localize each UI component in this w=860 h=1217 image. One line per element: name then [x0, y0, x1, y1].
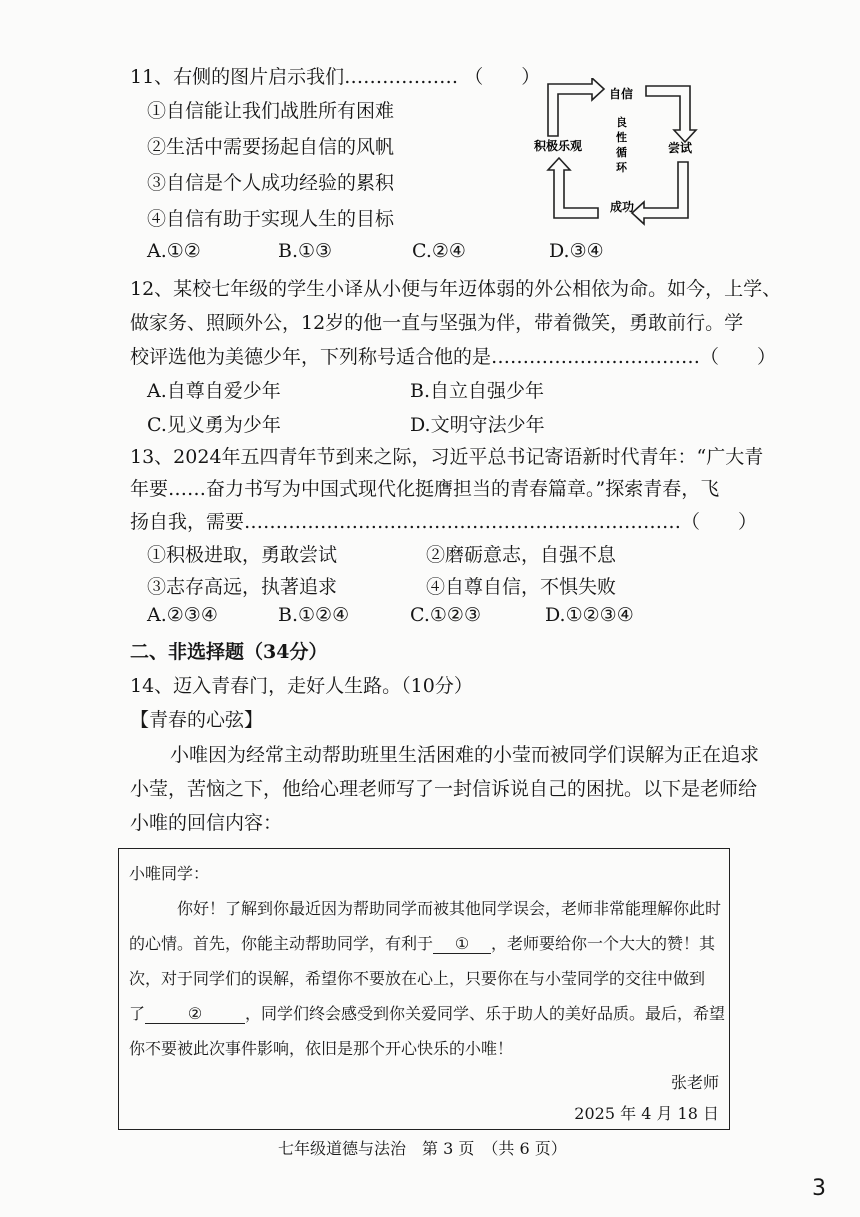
letter-line-2-start: 的心情。首先，你能主动帮助同学，有利于 [129, 934, 434, 953]
q11-item-2: ②生活中需要扬起自信的风帆 [147, 136, 395, 158]
diagram-bottom-label: 成功 [610, 200, 635, 214]
q13-option-d[interactable]: D.①②③④ [545, 604, 634, 626]
diagram-center-3: 循 [616, 146, 627, 159]
q11-option-b[interactable]: B.①③ [278, 240, 333, 262]
letter-line-3: 次，对于同学们的误解，希望你不要放在心上，只要你在与小莹同学的交往中做到 [129, 969, 706, 988]
letter-line-4-start: 了 [129, 1004, 146, 1023]
q12-line-1: 12、某校七年级的学生小译从小便与年迈体弱的外公相依为命。如今，上学、 [130, 278, 782, 300]
letter-line-2-end: ，老师要给你一个大大的赞！其 [491, 934, 716, 953]
reply-letter-box [118, 848, 730, 1130]
diagram-right-label: 尝试 [668, 141, 693, 155]
arrow-left-to-top [548, 78, 604, 136]
diagram-top-label: 自信 [609, 87, 634, 101]
q12-line-3: 校评选他为美德少年，下列称号适合他的是……………………………（ ） [130, 346, 777, 368]
q13-line-1: 13、2024年五四青年节到来之际，习近平总书记寄语新时代青年：“广大青 [130, 446, 764, 468]
q12-option-a[interactable]: A.自尊自爱少年 [147, 380, 281, 402]
page-number: 3 [812, 1176, 826, 1201]
letter-line-1: 你好！了解到你最近因为帮助同学而被其他同学误会，老师非常能理解你此时 [177, 899, 722, 918]
q13-item-3: ③志存高远，执著追求 [147, 576, 338, 598]
q13-line-3: 扬自我，需要……………………………………………………………（ ） [130, 511, 758, 533]
q14-para-line-3: 小唯的回信内容： [130, 812, 283, 834]
q11-option-d[interactable]: D.③④ [549, 240, 604, 262]
q11-option-c[interactable]: C.②④ [412, 240, 466, 262]
letter-line-5: 你不要被此次事件影响，依旧是那个开心快乐的小唯！ [129, 1039, 514, 1058]
q13-option-a[interactable]: A.②③④ [147, 604, 218, 626]
q13-option-b[interactable]: B.①②④ [278, 604, 350, 626]
letter-line-2 [129, 931, 715, 954]
diagram-center-2: 性 [616, 131, 627, 144]
q13-item-4: ④自尊自信，不惧失败 [426, 576, 617, 598]
q11-item-3: ③自信是个人成功经验的累积 [147, 172, 395, 194]
q13-item-1: ①积极进取，勇敢尝试 [147, 544, 338, 566]
q11-option-a[interactable]: A.①② [147, 240, 201, 262]
q12-line-2: 做家务、照顾外公，12岁的他一直与坚强为伴，带着微笑，勇敢前行。学 [130, 312, 744, 334]
q13-line-2: 年要……奋力书写为中国式现代化挺膺担当的青春篇章。”探索青春，飞 [130, 478, 720, 500]
diagram-center-1: 良 [616, 116, 627, 129]
q13-option-c[interactable]: C.①②③ [410, 604, 481, 626]
letter-date: 2025 年 4 月 18 日 [574, 1104, 719, 1123]
letter-greeting: 小唯同学： [129, 864, 210, 883]
diagram-left-label: 积极乐观 [534, 139, 583, 153]
virtuous-cycle-diagram [530, 78, 710, 228]
q11-stem: 11、右侧的图片启示我们……………… （ ） [130, 66, 541, 88]
q11-item-4: ④自信有助于实现人生的目标 [147, 208, 395, 230]
q11-item-1: ①自信能让我们战胜所有困难 [147, 100, 395, 122]
arrow-right-to-bottom [632, 162, 688, 224]
q14-subheading: 【青春的心弦】 [130, 709, 264, 731]
q12-option-b[interactable]: B.自立自强少年 [410, 380, 545, 402]
q14-para-line-2: 小莹，苦恼之下，他给心理老师写了一封信诉说自己的困扰。以下是老师给 [130, 778, 758, 800]
section-heading: 二、非选择题（34分） [130, 641, 328, 663]
letter-line-4-end: ，同学们终会感受到你关爱同学、乐于助人的美好品质。最后，希望 [245, 1004, 726, 1023]
answer-blank-1[interactable]: ① [433, 934, 491, 954]
arrow-bottom-to-left [548, 158, 598, 218]
q12-option-c[interactable]: C.见义勇为少年 [147, 414, 281, 436]
letter-line-4 [129, 1001, 725, 1024]
answer-blank-2[interactable]: ② [145, 1004, 245, 1024]
q12-option-d[interactable]: D.文明守法少年 [410, 414, 545, 436]
q14-para-line-1: 小唯因为经常主动帮助班里生活困难的小莹而被同学们误解为正在追求 [170, 744, 760, 766]
q14-stem: 14、迈入青春门，走好人生路。（10分） [130, 675, 473, 697]
letter-signature: 张老师 [670, 1073, 719, 1092]
q13-item-2: ②磨砺意志，自强不息 [426, 544, 617, 566]
diagram-center-4: 环 [616, 161, 627, 174]
arrow-top-to-right [646, 86, 696, 142]
page-footer: 七年级道德与法治 第 3 页 （共 6 页） [278, 1139, 567, 1158]
